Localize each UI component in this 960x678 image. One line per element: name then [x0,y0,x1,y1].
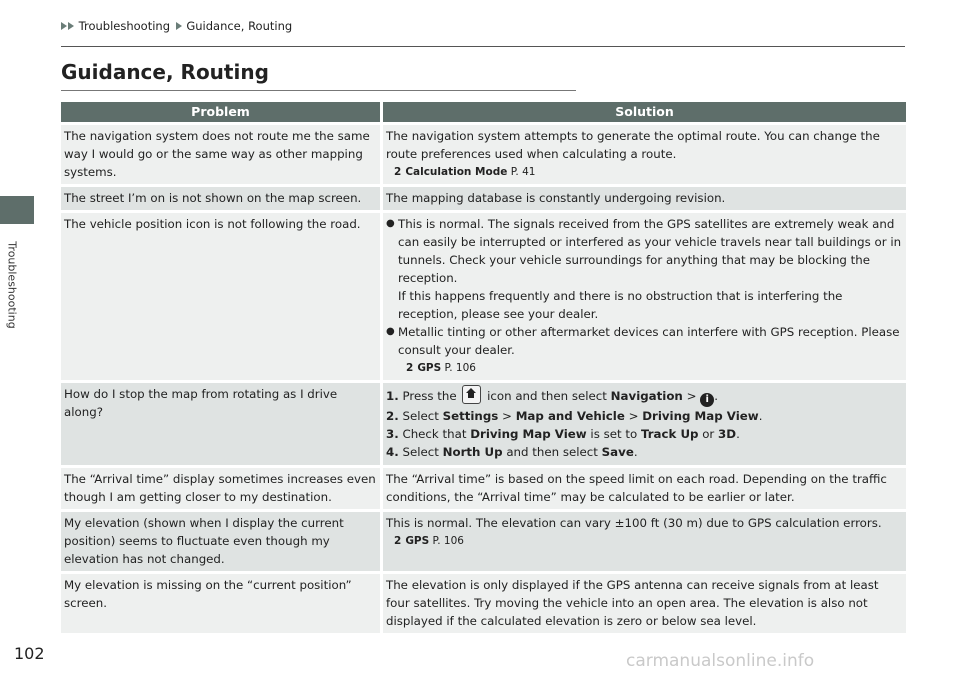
header-divider [61,46,905,47]
home-icon [462,385,481,404]
breadcrumb-arrow-icon [61,22,67,30]
table-row [61,187,906,210]
solution-text: The navigation system attempts to generate the optimal route. You can change the route preferences used when calculating a route. [386,129,880,161]
problem-cell: The street I’m on is not shown on the map screen. [61,187,380,210]
problem-cell: The vehicle position icon is not following the road. [61,213,380,380]
solution-cell: The “Arrival time” is based on the speed limit on each road. Depending on the traffic conditions, the “Arrival time” may be calculated to be earlier or later. [383,468,906,509]
info-icon: i [700,393,714,407]
watermark: carmanualsonline.info [626,651,815,671]
solution-cell [383,512,906,571]
breadcrumb-arrow-icon [176,22,182,30]
table-row [61,512,906,571]
section-tab-label: Troubleshooting [5,241,19,329]
cross-reference-link[interactable]: 2 GPS P. 106 [394,535,464,547]
bullet-item: ● Metallic tinting or other aftermarket devices can interfere with GPS reception. Please consult your dealer. [386,323,903,359]
reference-arrow-icon: 2 [406,362,414,374]
breadcrumb-page[interactable]: Guidance, Routing [186,19,293,33]
breadcrumb [61,19,292,33]
solution-cell [383,213,906,380]
table-row [61,574,906,633]
step-3: 3. Check that Driving Map View is set to Track Up or 3D. [386,427,740,441]
bullet-item: ● This is normal. The signals received from the GPS satellites are extremely weak and can easily be interrupted or interfered as your vehicle travels near tall buildings or in tunnels. Check your vehicle surroundings for anything that may be blocking the reception. If this happens frequently and there is no obstruction that is interfering the reception, please see your dealer. [386,215,903,323]
step-2: 2. Select Settings > Map and Vehicle > Driving Map View. [386,409,763,423]
solution-column-header: Solution [383,102,906,122]
problem-cell: The navigation system does not route me the same way I would go or the same way as other mapping systems. [61,125,380,184]
reference-arrow-icon: 2 [394,166,402,178]
solution-cell: The elevation is only displayed if the GPS antenna can receive signals from at least four satellites. Try moving the vehicle into an open area. The elevation is also not displayed if the calculated elevation is zero or below sea level. [383,574,906,633]
problem-cell: The “Arrival time” display sometimes increases even though I am getting closer to my destination. [61,468,380,509]
troubleshooting-table [61,102,906,633]
table-row [61,468,906,509]
breadcrumb-arrow-icon [68,22,74,30]
solution-cell [383,125,906,184]
problem-cell: My elevation (shown when I display the current position) seems to fluctuate even though my elevation has not changed. [61,512,380,571]
problem-cell: My elevation is missing on the “current position” screen. [61,574,380,633]
problem-column-header: Problem [61,102,380,122]
table-row [61,383,906,465]
table-header-row [61,102,906,122]
breadcrumb-section[interactable]: Troubleshooting [78,19,171,33]
cross-reference-link[interactable]: 2 Calculation Mode P. 41 [394,166,536,178]
step-4: 4. Select North Up and then select Save. [386,445,638,459]
table-row [61,125,906,184]
problem-cell: How do I stop the map from rotating as I drive along? [61,383,380,465]
page-title: Guidance, Routing [61,60,269,84]
step-1: 1. Press the icon and then select Navigation > i . [386,385,903,407]
reference-arrow-icon: 2 [394,535,402,547]
solution-cell: The mapping database is constantly undergoing revision. [383,187,906,210]
page-number: 102 [14,644,45,663]
solution-bullet-list [386,215,903,359]
section-tab-marker [0,196,34,224]
table-row [61,213,906,380]
solution-cell [383,383,906,465]
title-divider [61,90,576,91]
solution-text: This is normal. The elevation can vary ±100 ft (30 m) due to GPS calculation errors. [386,516,882,530]
cross-reference-link[interactable]: 2 GPS P. 106 [406,362,476,374]
